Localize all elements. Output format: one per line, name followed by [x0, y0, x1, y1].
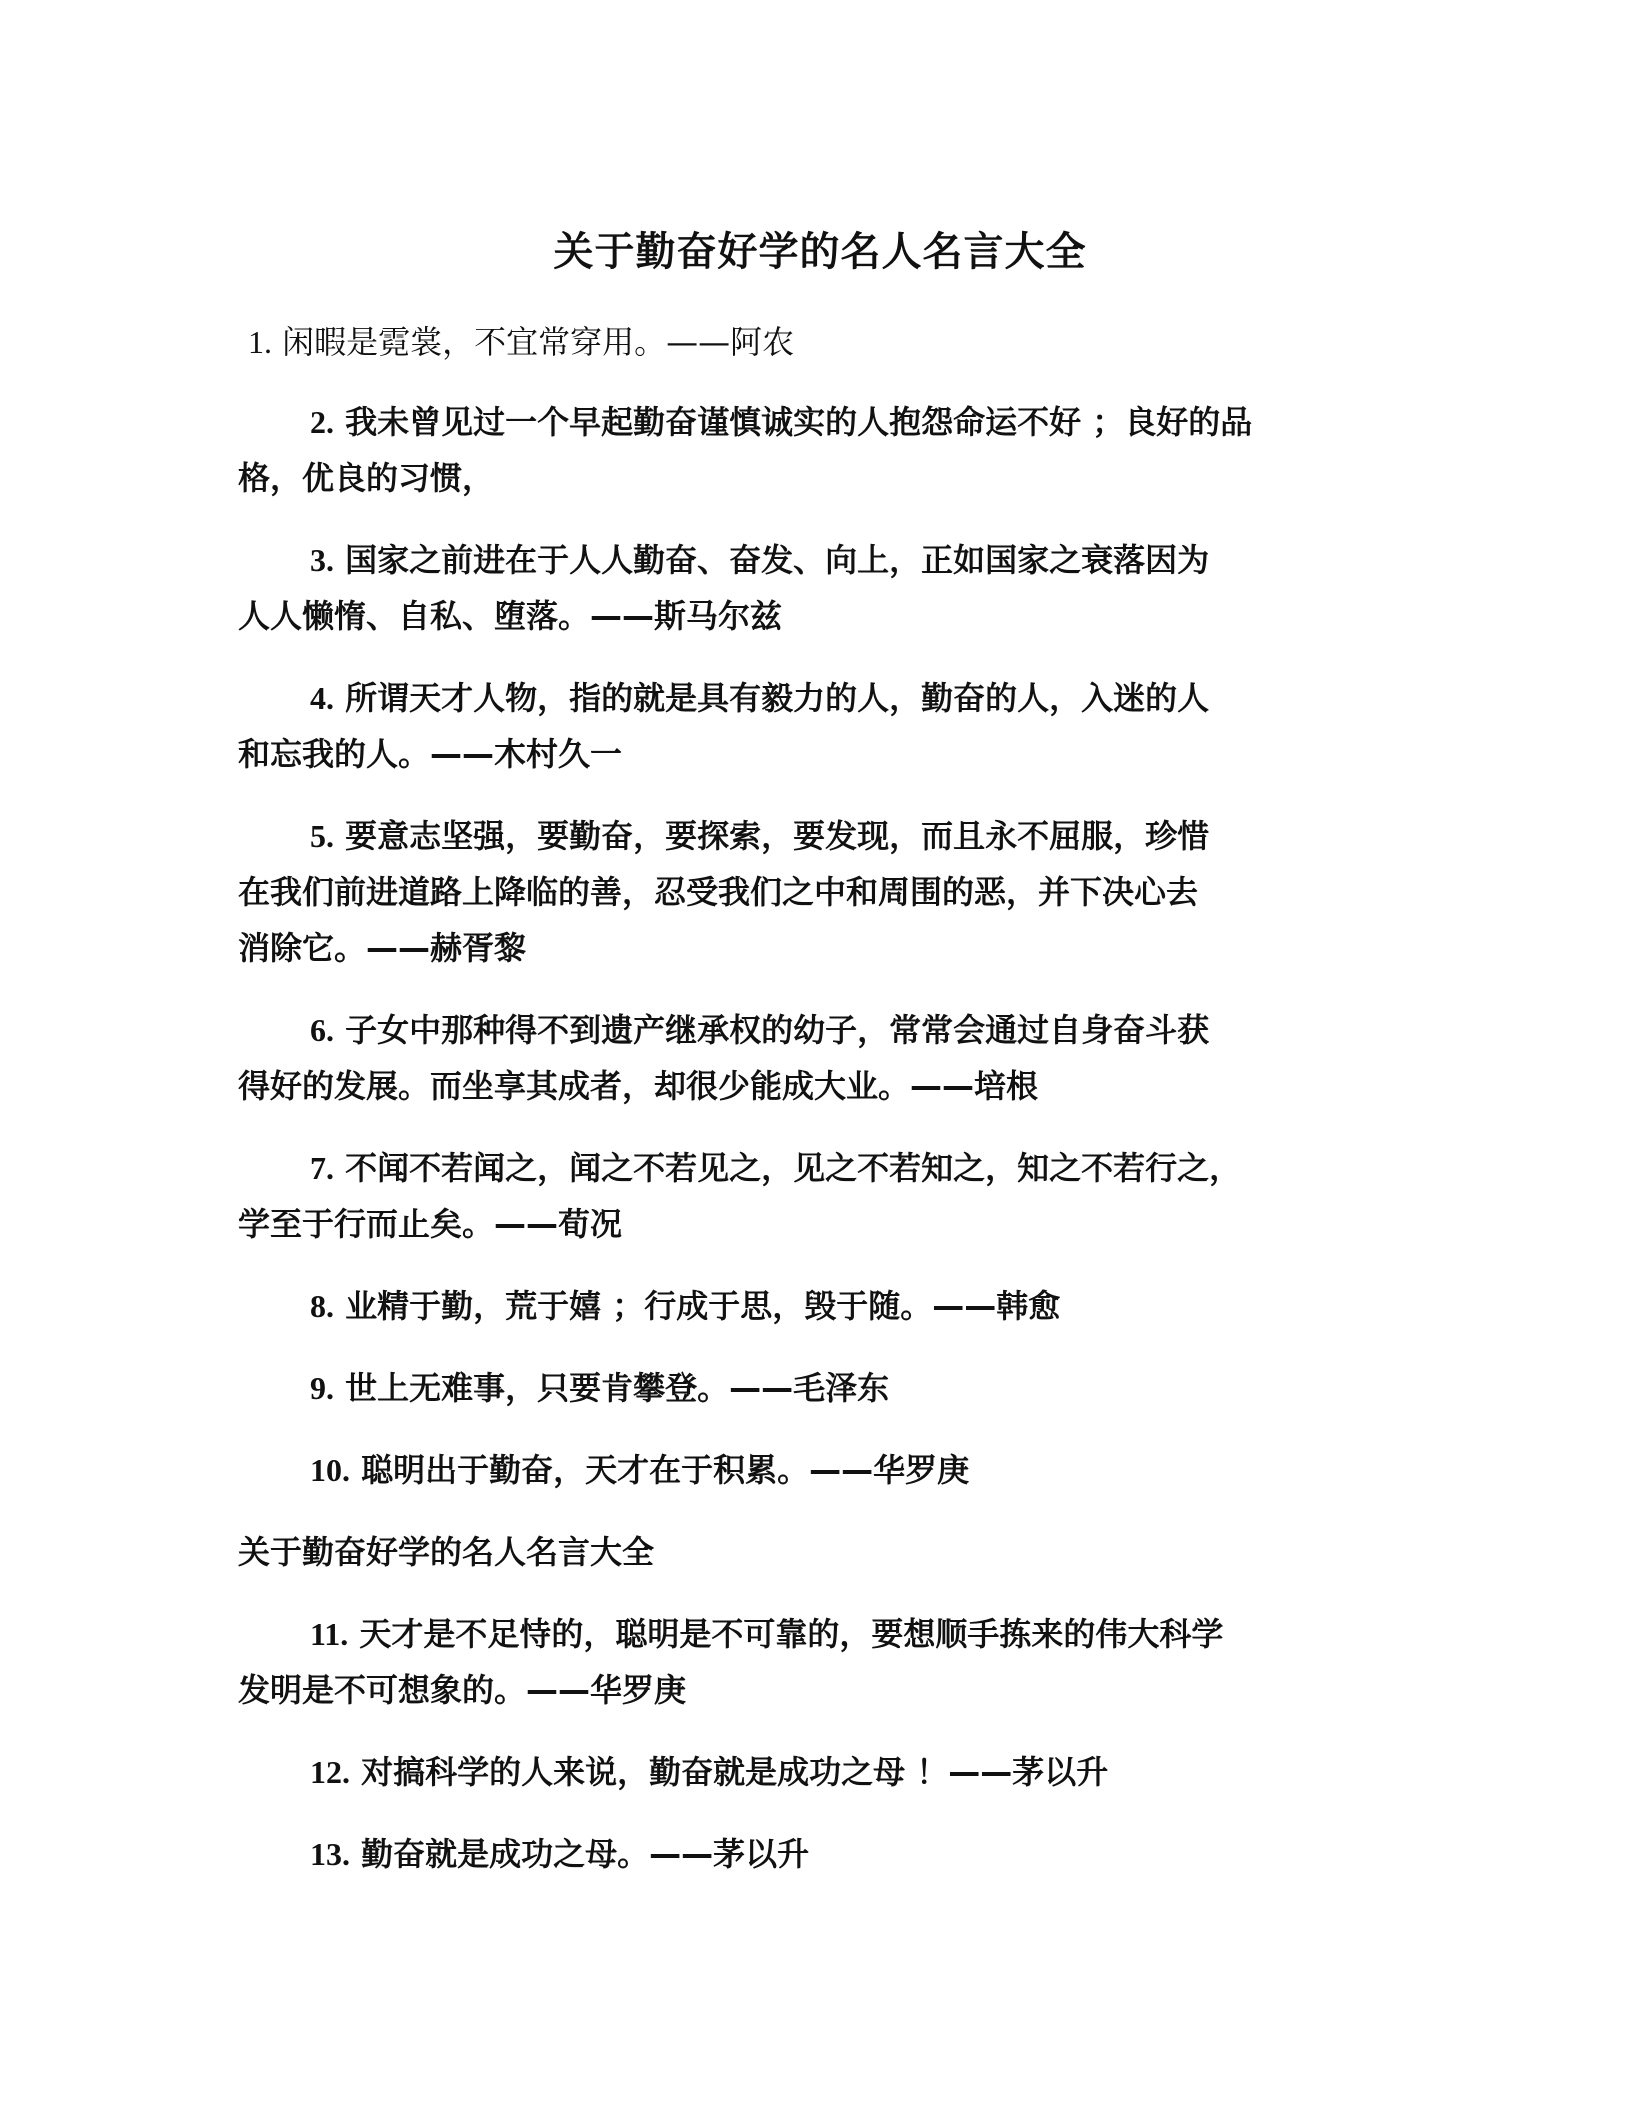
quote-11-line-2: 发明是不可想象的。——华罗庚 — [238, 1671, 687, 1709]
quote-8-line-1 — [310, 1286, 1060, 1326]
quote-9-line-1 — [310, 1368, 889, 1408]
quote-11-line-1 — [310, 1614, 1223, 1654]
quote-5-line-2: 在我们前进道路上降临的善，忍受我们之中和周围的恶，并下决心去 — [238, 873, 1199, 911]
quote-number: 1. — [248, 324, 272, 360]
quote-1-line-1 — [248, 322, 794, 362]
quote-5-line-1 — [310, 816, 1209, 856]
quote-13-line-1 — [310, 1834, 809, 1874]
quote-text: 天才是不足恃的，聪明是不可靠的，要想顺手拣来的伟大科学 — [359, 1615, 1224, 1653]
quote-number: 12. — [310, 1754, 350, 1790]
quote-6-line-2: 得好的发展。而坐享其成者，却很少能成大业。——培根 — [238, 1067, 1039, 1105]
quote-text: 对搞科学的人来说，勤奋就是成功之母 ！——茅以升 — [361, 1753, 1109, 1791]
quote-text: 勤奋就是成功之母。——茅以升 — [361, 1835, 810, 1873]
quote-text: 闲暇是霓裳，不宜常穿用。——阿农 — [282, 323, 795, 361]
quote-text: 所谓天才人物，指的就是具有毅力的人，勤奋的人，入迷的人 — [345, 679, 1210, 717]
quote-number: 11. — [310, 1616, 349, 1652]
quote-number: 3. — [310, 542, 334, 578]
quote-number: 9. — [310, 1370, 334, 1406]
quote-6-line-1 — [310, 1010, 1209, 1050]
quote-10-line-1 — [310, 1450, 969, 1490]
quote-5-line-3: 消除它。——赫胥黎 — [238, 929, 527, 967]
quote-number: 5. — [310, 818, 334, 854]
quote-text: 子女中那种得不到遗产继承权的幼子，常常会通过自身奋斗获 — [345, 1011, 1210, 1049]
quote-text: 国家之前进在于人人勤奋、奋发、向上，正如国家之衰落因为 — [345, 541, 1210, 579]
quote-text: 要意志坚强，要勤奋，要探索，要发现，而且永不屈服，珍惜 — [345, 817, 1210, 855]
quote-number: 4. — [310, 680, 334, 716]
quote-text: 世上无难事，只要肯攀登。——毛泽东 — [345, 1369, 890, 1407]
quote-text: 我未曾见过一个早起勤奋谨慎诚实的人抱怨命运不好 ；良好的品 — [345, 403, 1253, 441]
quote-text: 聪明出于勤奋，天才在于积累。——华罗庚 — [361, 1451, 970, 1489]
quote-number: 10. — [310, 1452, 350, 1488]
quote-text: 业精于勤，荒于嬉 ；行成于思，毁于随。——韩愈 — [345, 1287, 1061, 1325]
quote-4-line-1 — [310, 678, 1209, 718]
quote-number: 6. — [310, 1012, 334, 1048]
quote-4-line-2: 和忘我的人。——木村久一 — [238, 735, 623, 773]
document-title: 关于勤奋好学的名人名言大全 — [553, 229, 1087, 275]
quote-number: 2. — [310, 404, 334, 440]
quote-text: 不闻不若闻之，闻之不若见之，见之不若知之，知之不若行之， — [345, 1149, 1242, 1187]
section-subheading: 关于勤奋好学的名人名言大全 — [238, 1533, 655, 1571]
quote-7-line-1 — [310, 1148, 1241, 1188]
quote-7-line-2: 学至于行而止矣。——荀况 — [238, 1205, 623, 1243]
quote-2-line-1 — [310, 402, 1252, 442]
quote-number: 7. — [310, 1150, 334, 1186]
quote-number: 8. — [310, 1288, 334, 1324]
quote-3-line-1 — [310, 540, 1209, 580]
quote-2-line-2: 格，优良的习惯， — [238, 459, 495, 497]
quote-12-line-1 — [310, 1752, 1108, 1792]
quote-3-line-2: 人人懒惰、自私、堕落。——斯马尔兹 — [238, 597, 783, 635]
quote-number: 13. — [310, 1836, 350, 1872]
